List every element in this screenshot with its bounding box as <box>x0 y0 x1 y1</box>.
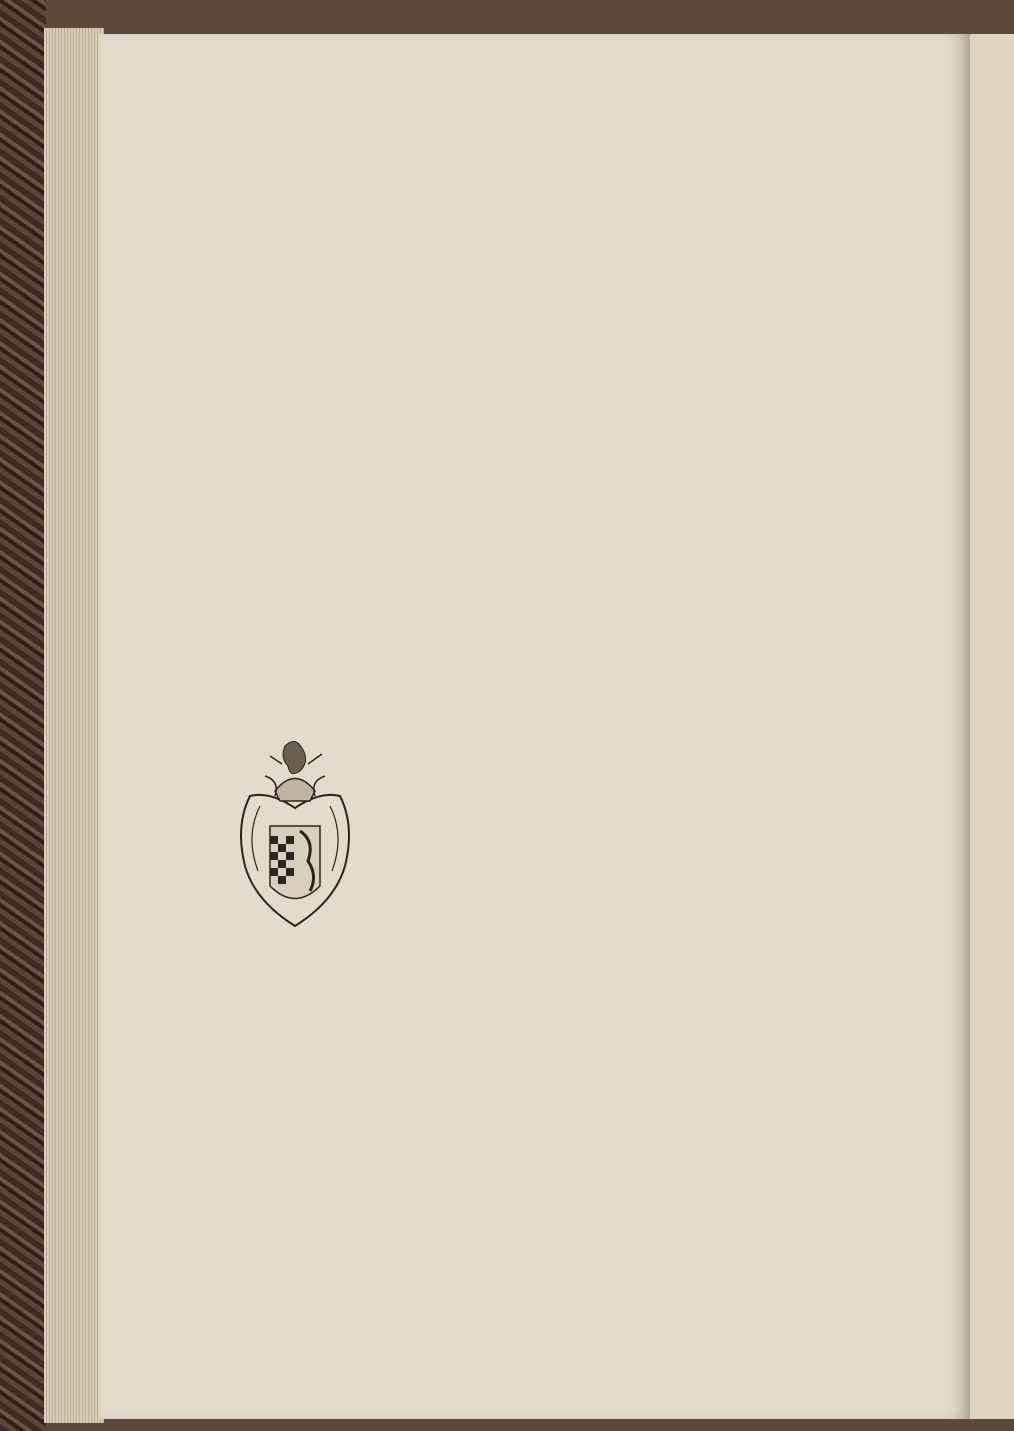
page-edges <box>44 28 104 1423</box>
right-column <box>608 741 964 749</box>
coat-of-arms-image <box>230 736 360 936</box>
book-page <box>100 34 970 1419</box>
book-cover-marbled <box>0 0 46 1431</box>
next-page-edge <box>970 34 1014 1419</box>
